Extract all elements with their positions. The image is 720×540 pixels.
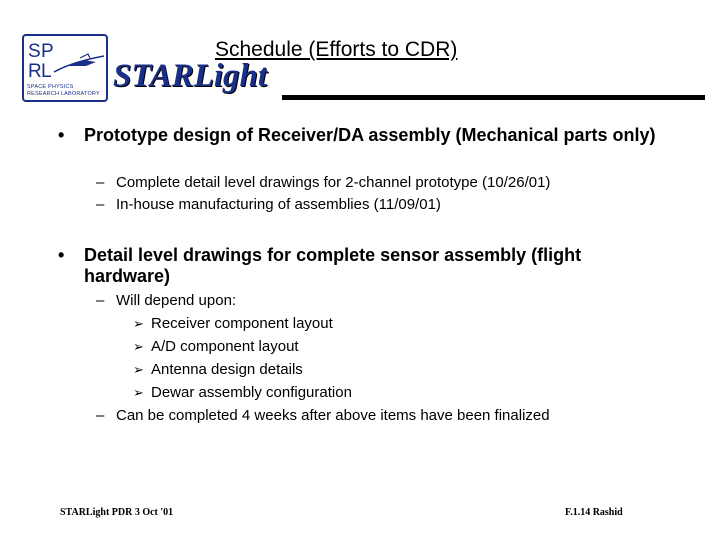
bullet-text: Detail level drawings for complete sensor assembly (flight hardware): [84, 245, 582, 286]
logo-wing-icon: [80, 54, 90, 58]
logo-letter-r: R: [28, 61, 42, 82]
dependency-text: A/D component layout: [151, 338, 299, 355]
sub-item: [96, 407, 550, 425]
logo-letter-l: L: [41, 61, 52, 82]
logo-letter-s: S: [28, 41, 41, 62]
bullet-text: Prototype design of Receiver/DA assembly (Mechanical parts only): [84, 125, 656, 145]
brand-wordmark: STARLight: [113, 58, 268, 94]
dependency-item: [133, 315, 333, 334]
sub-item-text: Can be completed 4 weeks after above items have been finalized: [116, 407, 550, 424]
dash-marker: –: [96, 407, 105, 424]
bullet-dot: •: [58, 245, 65, 265]
arrow-bullet-icon: ➢: [133, 317, 144, 332]
sub-item: [96, 174, 550, 192]
spr-logo: [22, 34, 108, 102]
dash-marker: –: [96, 174, 105, 191]
dash-marker: –: [96, 292, 105, 309]
bullet-dot: •: [58, 125, 65, 145]
header-rule: [282, 95, 705, 100]
dependency-text: Receiver component layout: [151, 315, 333, 332]
logo-spacecraft-icon: [68, 60, 96, 66]
dependency-text: Antenna design details: [151, 361, 303, 378]
footer-right: F.1.14 Rashid: [565, 507, 623, 518]
arrow-bullet-icon: ➢: [133, 386, 144, 401]
dash-marker: –: [96, 196, 105, 213]
arrow-bullet-icon: ➢: [133, 363, 144, 378]
sub-item-text: Complete detail level drawings for 2-channel prototype (10/26/01): [116, 174, 551, 191]
spr-logo-graphic: [24, 36, 108, 84]
sub-item-text: In-house manufacturing of assemblies (11/09/01): [116, 196, 441, 213]
footer-left: STARLight PDR 3 Oct '01: [60, 507, 174, 518]
logo-caption: SPACE PHYSICS RESEARCH LABORATORY: [27, 84, 100, 97]
dependency-item: [133, 361, 303, 380]
sub-item: [96, 196, 441, 214]
page-title: Schedule (Efforts to CDR): [215, 38, 458, 61]
dependency-item: [133, 384, 352, 403]
sub-item: [96, 292, 236, 310]
logo-letter-p: P: [41, 41, 54, 62]
dependency-item: [133, 338, 299, 357]
arrow-bullet-icon: ➢: [133, 340, 144, 355]
dependency-text: Dewar assembly configuration: [151, 384, 352, 401]
sub-item-text: Will depend upon:: [116, 292, 237, 309]
